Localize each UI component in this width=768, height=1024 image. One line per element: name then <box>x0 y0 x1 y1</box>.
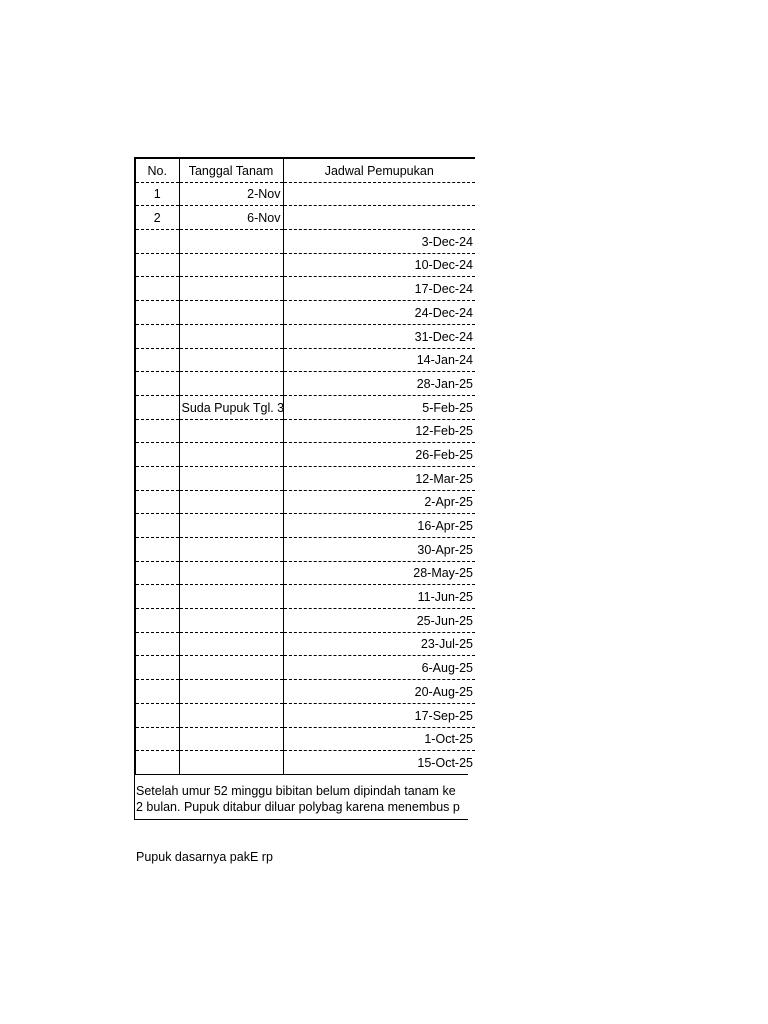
cell-tanggal-tanam[interactable] <box>179 490 283 514</box>
cell-no[interactable] <box>135 680 179 704</box>
cell-jadwal-pemupukan[interactable]: 31-Dec-24 <box>283 324 475 348</box>
cell-no[interactable] <box>135 277 179 301</box>
cell-jadwal-pemupukan[interactable]: 3-Dec-24 <box>283 230 475 254</box>
cell-tanggal-tanam[interactable] <box>179 585 283 609</box>
header-jadwal-pemupukan[interactable]: Jadwal Pemupukan <box>283 158 475 182</box>
cell-jadwal-pemupukan[interactable] <box>283 182 475 206</box>
cell-jadwal-pemupukan[interactable]: 24-Dec-24 <box>283 301 475 325</box>
spreadsheet-area <box>134 157 473 820</box>
cell-tanggal-tanam[interactable] <box>179 656 283 680</box>
cell-no[interactable] <box>135 538 179 562</box>
cell-tanggal-tanam[interactable] <box>179 277 283 301</box>
cell-no[interactable] <box>135 585 179 609</box>
cell-tanggal-tanam[interactable] <box>179 348 283 372</box>
header-tanggal-tanam[interactable]: Tanggal Tanam <box>179 158 283 182</box>
cell-no[interactable] <box>135 656 179 680</box>
cell-no[interactable] <box>135 514 179 538</box>
cell-tanggal-tanam[interactable] <box>179 751 283 774</box>
cell-tanggal-tanam[interactable] <box>179 561 283 585</box>
cell-jadwal-pemupukan[interactable]: 30-Apr-25 <box>283 538 475 562</box>
cell-jadwal-pemupukan[interactable]: 6-Aug-25 <box>283 656 475 680</box>
note-cell[interactable] <box>134 774 468 820</box>
cell-no[interactable] <box>135 751 179 774</box>
cell-no[interactable]: 2 <box>135 206 179 230</box>
cell-jadwal-pemupukan[interactable]: 26-Feb-25 <box>283 443 475 467</box>
cell-no[interactable] <box>135 230 179 254</box>
table-row <box>135 324 475 348</box>
cell-jadwal-pemupukan[interactable]: 1-Oct-25 <box>283 727 475 751</box>
table-row <box>135 443 475 467</box>
table-row <box>135 632 475 656</box>
cell-jadwal-pemupukan[interactable]: 15-Oct-25 <box>283 751 475 774</box>
table-row <box>135 206 475 230</box>
table-row <box>135 419 475 443</box>
cell-tanggal-tanam[interactable]: Suda Pupuk Tgl. 3 <box>179 395 283 419</box>
header-row <box>135 158 475 182</box>
table-row <box>135 585 475 609</box>
table-row <box>135 253 475 277</box>
table-row <box>135 680 475 704</box>
table-row <box>135 656 475 680</box>
cell-jadwal-pemupukan[interactable]: 12-Feb-25 <box>283 419 475 443</box>
cell-no[interactable] <box>135 372 179 396</box>
cell-no[interactable] <box>135 703 179 727</box>
cell-tanggal-tanam[interactable] <box>179 632 283 656</box>
cell-tanggal-tanam[interactable] <box>179 230 283 254</box>
cell-tanggal-tanam[interactable] <box>179 466 283 490</box>
note-line-2: 2 bulan. Pupuk ditabur diluar polybag karena menembus p <box>136 799 460 814</box>
table-row <box>135 230 475 254</box>
table-row <box>135 466 475 490</box>
cell-tanggal-tanam[interactable] <box>179 419 283 443</box>
cell-tanggal-tanam[interactable] <box>179 372 283 396</box>
cell-no[interactable] <box>135 727 179 751</box>
note-line-1: Setelah umur 52 minggu bibitan belum dipindah tanam ke <box>136 783 456 798</box>
table-row <box>135 751 475 774</box>
cell-jadwal-pemupukan[interactable]: 11-Jun-25 <box>283 585 475 609</box>
footer-note[interactable]: Pupuk dasarnya pakE rp <box>136 850 273 864</box>
cell-jadwal-pemupukan[interactable] <box>283 206 475 230</box>
table-row <box>135 703 475 727</box>
cell-no[interactable] <box>135 348 179 372</box>
table-row <box>135 182 475 206</box>
cell-no[interactable] <box>135 632 179 656</box>
table-row <box>135 727 475 751</box>
cell-no[interactable] <box>135 301 179 325</box>
cell-no[interactable] <box>135 419 179 443</box>
cell-jadwal-pemupukan[interactable]: 16-Apr-25 <box>283 514 475 538</box>
table-row <box>135 514 475 538</box>
table-row <box>135 561 475 585</box>
table-row <box>135 372 475 396</box>
cell-tanggal-tanam[interactable] <box>179 538 283 562</box>
fertilizing-schedule-table <box>134 157 475 774</box>
cell-jadwal-pemupukan[interactable]: 28-May-25 <box>283 561 475 585</box>
table-row <box>135 490 475 514</box>
table-row <box>135 277 475 301</box>
cell-tanggal-tanam[interactable]: 6-Nov <box>179 206 283 230</box>
cell-tanggal-tanam[interactable] <box>179 514 283 538</box>
table-row <box>135 301 475 325</box>
cell-no[interactable] <box>135 253 179 277</box>
cell-jadwal-pemupukan[interactable]: 10-Dec-24 <box>283 253 475 277</box>
cell-jadwal-pemupukan[interactable]: 17-Dec-24 <box>283 277 475 301</box>
table-row <box>135 609 475 633</box>
cell-tanggal-tanam[interactable] <box>179 609 283 633</box>
cell-tanggal-tanam[interactable] <box>179 324 283 348</box>
cell-jadwal-pemupukan[interactable]: 12-Mar-25 <box>283 466 475 490</box>
header-no[interactable]: No. <box>135 158 179 182</box>
cell-no[interactable] <box>135 443 179 467</box>
cell-no[interactable] <box>135 324 179 348</box>
cell-tanggal-tanam[interactable] <box>179 443 283 467</box>
table-row <box>135 538 475 562</box>
table-row <box>135 348 475 372</box>
cell-tanggal-tanam[interactable] <box>179 253 283 277</box>
cell-jadwal-pemupukan[interactable]: 5-Feb-25 <box>283 395 475 419</box>
cell-tanggal-tanam[interactable] <box>179 727 283 751</box>
cell-no[interactable] <box>135 561 179 585</box>
cell-no[interactable] <box>135 490 179 514</box>
cell-tanggal-tanam[interactable] <box>179 703 283 727</box>
cell-tanggal-tanam[interactable] <box>179 301 283 325</box>
table-body <box>135 158 475 774</box>
cell-no[interactable] <box>135 609 179 633</box>
cell-tanggal-tanam[interactable]: 2-Nov <box>179 182 283 206</box>
cell-tanggal-tanam[interactable] <box>179 680 283 704</box>
cell-no[interactable] <box>135 466 179 490</box>
cell-jadwal-pemupukan[interactable]: 23-Jul-25 <box>283 632 475 656</box>
cell-jadwal-pemupukan[interactable]: 25-Jun-25 <box>283 609 475 633</box>
cell-no[interactable] <box>135 395 179 419</box>
cell-jadwal-pemupukan[interactable]: 28-Jan-25 <box>283 372 475 396</box>
cell-jadwal-pemupukan[interactable]: 17-Sep-25 <box>283 703 475 727</box>
cell-jadwal-pemupukan[interactable]: 20-Aug-25 <box>283 680 475 704</box>
cell-jadwal-pemupukan[interactable]: 14-Jan-24 <box>283 348 475 372</box>
table-row <box>135 395 475 419</box>
cell-jadwal-pemupukan[interactable]: 2-Apr-25 <box>283 490 475 514</box>
cell-no[interactable]: 1 <box>135 182 179 206</box>
